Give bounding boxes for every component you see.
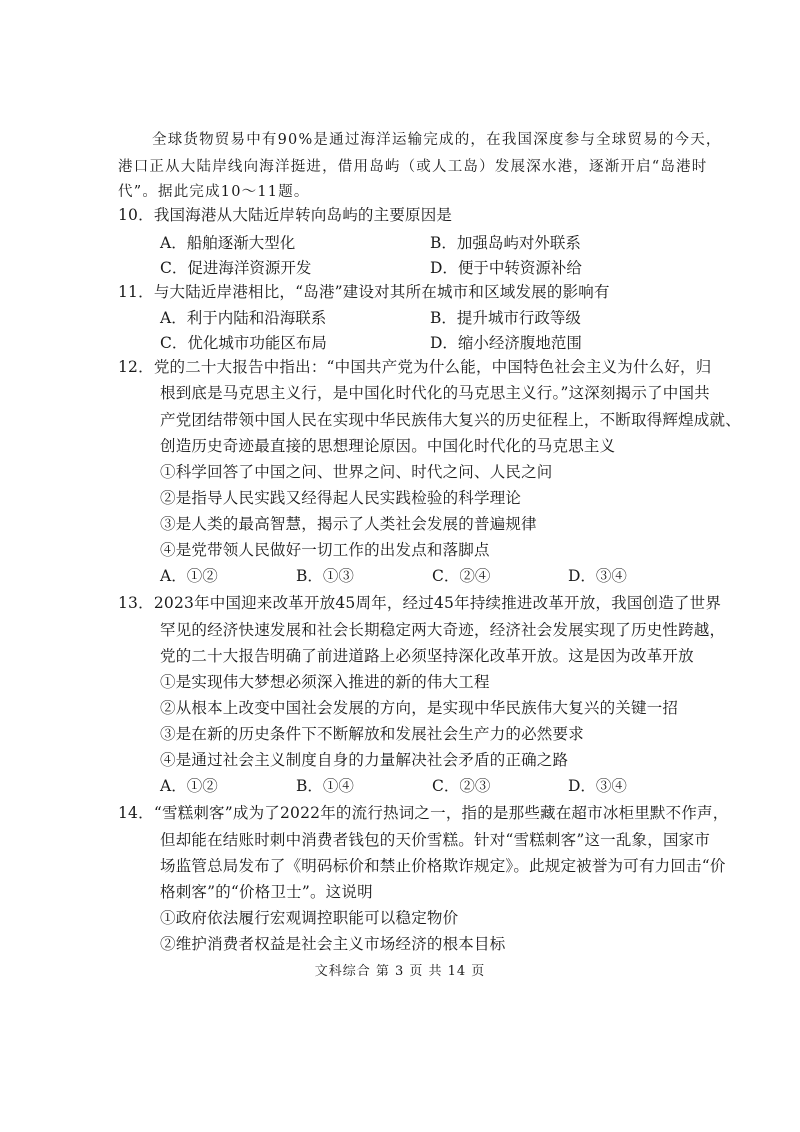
statement-item: ②维护消费者权益是社会主义市场经济的根本目标 [160, 935, 506, 953]
option-c: C．②③ [432, 777, 491, 795]
intro-line: 全球货物贸易中有90%是通过海洋运输完成的，在我国深度参与全球贸易的今天， [152, 132, 722, 148]
option-d: D．③④ [568, 777, 627, 795]
statement-item: ①政府依法履行宏观调控职能可以稳定物价 [160, 909, 459, 927]
statement-item: ①科学回答了中国之问、世界之问、时代之问、人民之问 [160, 463, 553, 481]
option-a: A．①② [160, 777, 218, 795]
page-footer: 文科综合 第 3 页 共 14 页 [314, 964, 486, 979]
option-b: B．加强岛屿对外联系 [430, 234, 581, 252]
question-stem-line: 根到底是马克思主义行，是中国化时代化的马克思主义行。”这深刻揭示了中国共 [160, 384, 710, 402]
option-d: D．缩小经济腹地范围 [430, 334, 582, 352]
intro-line: 代”。据此完成10～11题。 [118, 184, 310, 200]
option-a: A．利于内陆和沿海联系 [160, 309, 327, 327]
option-c: C．②④ [432, 567, 491, 585]
option-a: A．①② [160, 567, 218, 585]
statement-item: ④是通过社会主义制度自身的力量解决社会矛盾的正确之路 [160, 751, 569, 769]
intro-line: 港口正从大陆岸线向海洋挺进，借用岛屿（或人工岛）发展深水港，逐渐开启“岛港时 [118, 159, 708, 175]
statement-item: ①是实现伟大梦想必须深入推进的新的伟大工程 [160, 673, 490, 691]
question-stem-line: 罕见的经济快速发展和社会长期稳定两大奇迹，经济社会发展实现了历史性跨越， [160, 621, 726, 639]
question-stem-line: 12．党的二十大报告中指出：“中国共产党为什么能，中国特色社会主义为什么好，归 [118, 358, 712, 376]
question-stem-line: 格刺客”的“价格卫士”。这说明 [160, 883, 373, 901]
statement-item: ③是在新的历史条件下不断解放和发展社会生产力的必然要求 [160, 725, 584, 743]
statement-item: ③是人类的最高智慧，揭示了人类社会发展的普遍规律 [160, 515, 537, 533]
question-stem-line: 党的二十大报告明确了前进道路上必须坚持深化改革开放。这是因为改革开放 [160, 647, 694, 665]
option-d: D．便于中转资源补给 [430, 259, 582, 277]
option-b: B．①④ [296, 777, 354, 795]
statement-item: ②是指导人民实践又经得起人民实践检验的科学理论 [160, 489, 522, 507]
question-stem: 10．我国海港从大陆近岸转向岛屿的主要原因是 [118, 206, 453, 224]
option-b: B．提升城市行政等级 [430, 309, 581, 327]
option-a: A．船舶逐渐大型化 [160, 234, 296, 252]
option-b: B．①③ [296, 567, 354, 585]
option-c: C．优化城市功能区布局 [160, 334, 327, 352]
option-d: D．③④ [568, 567, 627, 585]
statement-item: ④是党带领人民做好一切工作的出发点和落脚点 [160, 541, 490, 559]
question-stem: 11．与大陆近岸港相比，“岛港”建设对其所在城市和区域发展的影响有 [118, 283, 610, 301]
question-stem-line: 14．“雪糕刺客”成为了2022年的流行热词之一，指的是那些藏在超市冰柜里默不作声， [118, 804, 729, 822]
statement-item: ②从根本上改变中国社会发展的方向，是实现中华民族伟大复兴的关键一招 [160, 699, 679, 717]
question-stem-line: 产党团结带领中国人民在实现中华民族伟大复兴的历史征程上，不断取得辉煌成就、 [160, 411, 741, 429]
option-c: C．促进海洋资源开发 [160, 259, 312, 277]
question-stem-line: 创造历史奇迹最直接的思想理论原因。中国化时代化的马克思主义 [160, 437, 616, 455]
question-stem-line: 但却能在结账时刺中消费者钱包的天价雪糕。针对“雪糕刺客”这一乱象，国家市 [160, 831, 711, 849]
question-stem-line: 场监管总局发布了《明码标价和禁止价格欺诈规定》。此规定被誉为可有力回击“价 [160, 857, 726, 875]
question-stem-line: 13．2023年中国迎来改革开放45周年，经过45年持续推进改革开放，我国创造了世界 [118, 594, 722, 612]
